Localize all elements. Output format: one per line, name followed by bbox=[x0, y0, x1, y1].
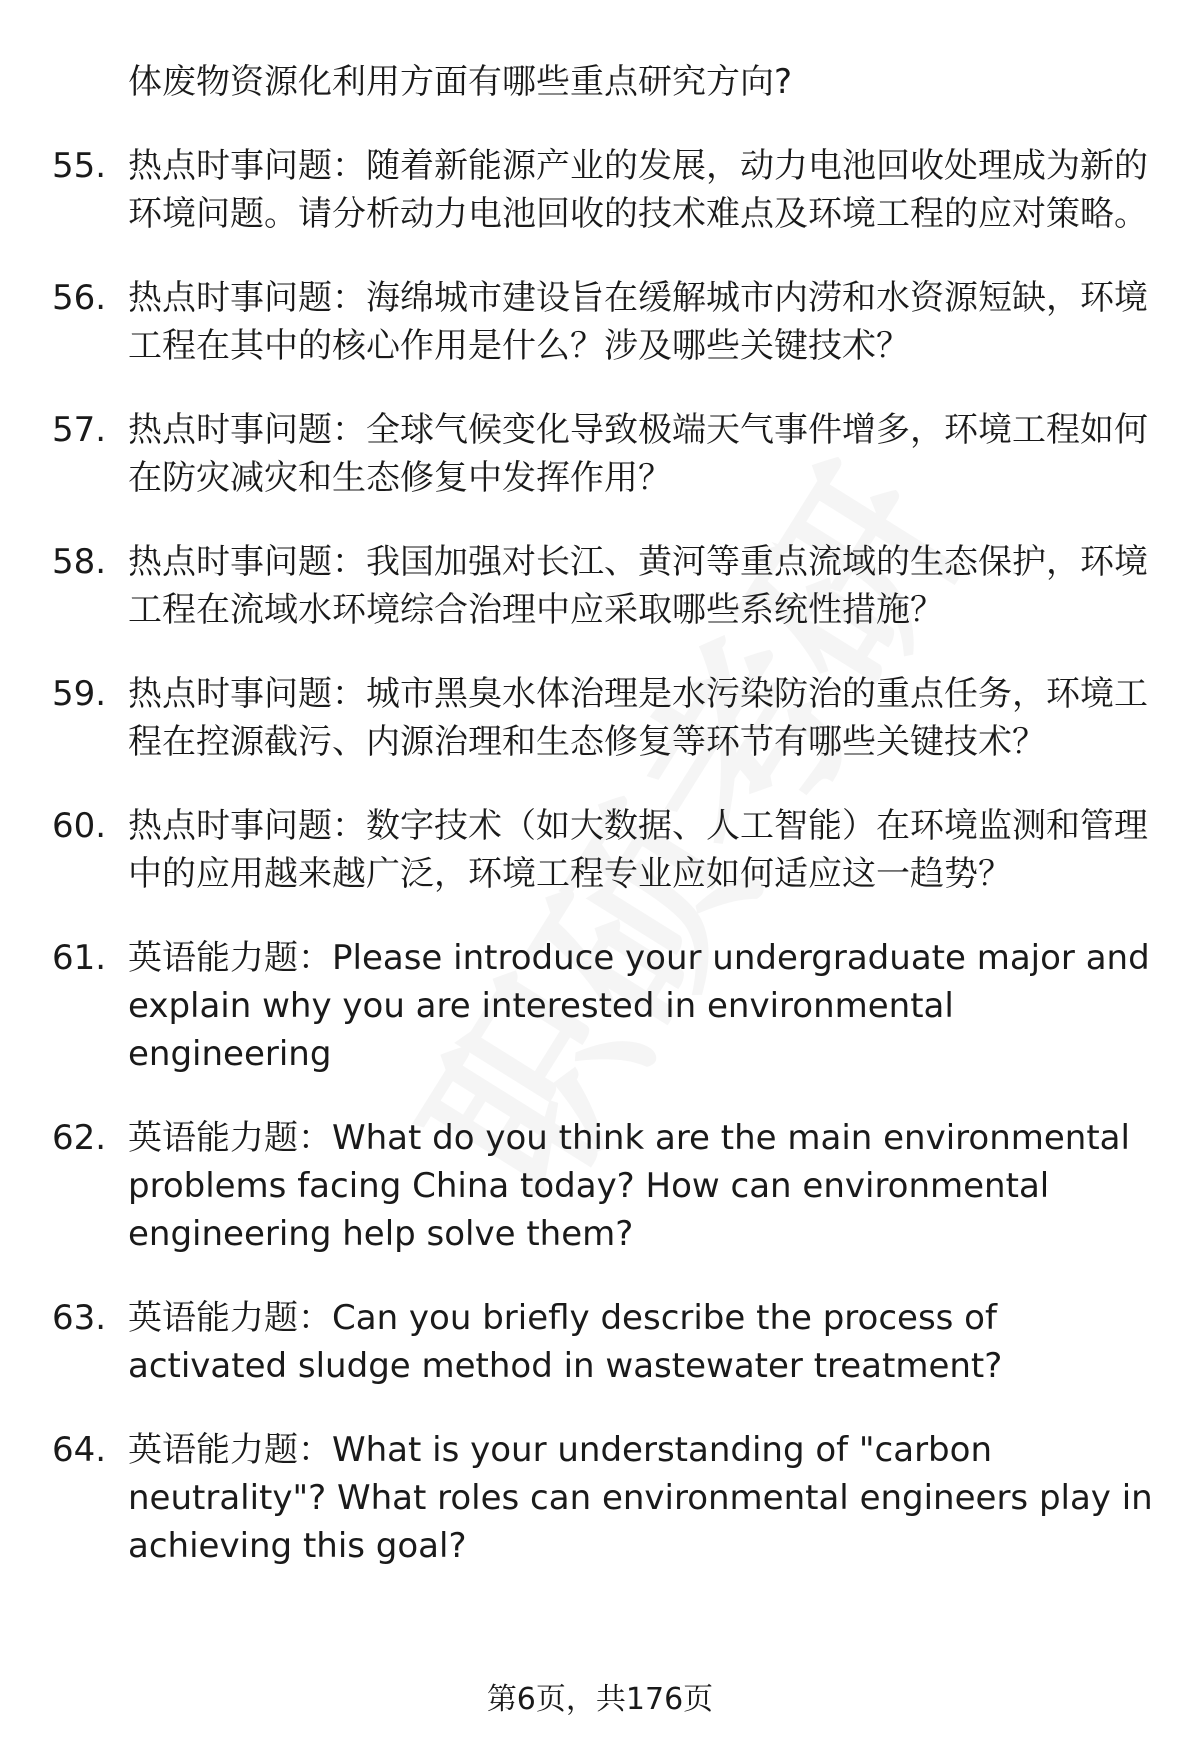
question-text: 英语能力题：Can you briefly describe the process of activated sludge method in wastewater treatment? bbox=[128, 1298, 1003, 1386]
question-item-62 bbox=[52, 1114, 1162, 1258]
page-footer: 第6页，共176页 bbox=[486, 1682, 714, 1717]
question-text: 英语能力题：Please introduce your undergraduate major and explain why you are interested in environmental engineering bbox=[128, 938, 1150, 1074]
question-number: 63. bbox=[52, 1298, 107, 1338]
question-number: 61. bbox=[52, 938, 107, 978]
question-item-57 bbox=[52, 406, 1162, 502]
question-text: 热点时事问题：城市黑臭水体治理是水污染防治的重点任务，环境工程在控源截污、内源治理和生态修复等环节有哪些关键技术？ bbox=[128, 674, 1148, 762]
question-item-59 bbox=[52, 670, 1162, 766]
question-item-58 bbox=[52, 538, 1162, 634]
question-text: 热点时事问题：海绵城市建设旨在缓解城市内涝和水资源短缺，环境工程在其中的核心作用是什么？涉及哪些关键技术？ bbox=[128, 278, 1148, 366]
question-item-63 bbox=[52, 1294, 1162, 1390]
continued-question-text: 体废物资源化利用方面有哪些重点研究方向? bbox=[128, 62, 793, 102]
question-number: 59. bbox=[52, 674, 107, 714]
question-text: 热点时事问题：全球气候变化导致极端天气事件增多，环境工程如何在防灾减灾和生态修复中发挥作用？ bbox=[128, 410, 1148, 498]
question-item-56 bbox=[52, 274, 1162, 370]
question-list bbox=[52, 58, 1162, 1606]
question-number: 64. bbox=[52, 1430, 107, 1470]
question-item-55 bbox=[52, 142, 1162, 238]
question-number: 55. bbox=[52, 146, 107, 186]
question-text: 英语能力题：What is your understanding of "carbon neutrality"? What roles can environmental engineers play in achieving this goal? bbox=[128, 1430, 1153, 1566]
question-text: 热点时事问题：随着新能源产业的发展，动力电池回收处理成为新的环境问题。请分析动力电池回收的技术难点及环境工程的应对策略。 bbox=[128, 146, 1148, 234]
question-number: 56. bbox=[52, 278, 107, 318]
question-item-61 bbox=[52, 934, 1162, 1078]
question-number: 62. bbox=[52, 1118, 107, 1158]
question-text: 热点时事问题：数字技术（如大数据、人工智能）在环境监测和管理中的应用越来越广泛，环境工程专业应如何适应这一趋势？ bbox=[128, 806, 1148, 894]
question-number: 58. bbox=[52, 542, 107, 582]
question-number: 57. bbox=[52, 410, 107, 450]
question-item-60 bbox=[52, 802, 1162, 898]
question-text: 英语能力题：What do you think are the main environmental problems facing China today? How can environmental engineering help solve them? bbox=[128, 1118, 1130, 1254]
question-number: 60. bbox=[52, 806, 107, 846]
question-item-64 bbox=[52, 1426, 1162, 1570]
question-text: 热点时事问题：我国加强对长江、黄河等重点流域的生态保护，环境工程在流域水环境综合治理中应采取哪些系统性措施？ bbox=[128, 542, 1148, 630]
